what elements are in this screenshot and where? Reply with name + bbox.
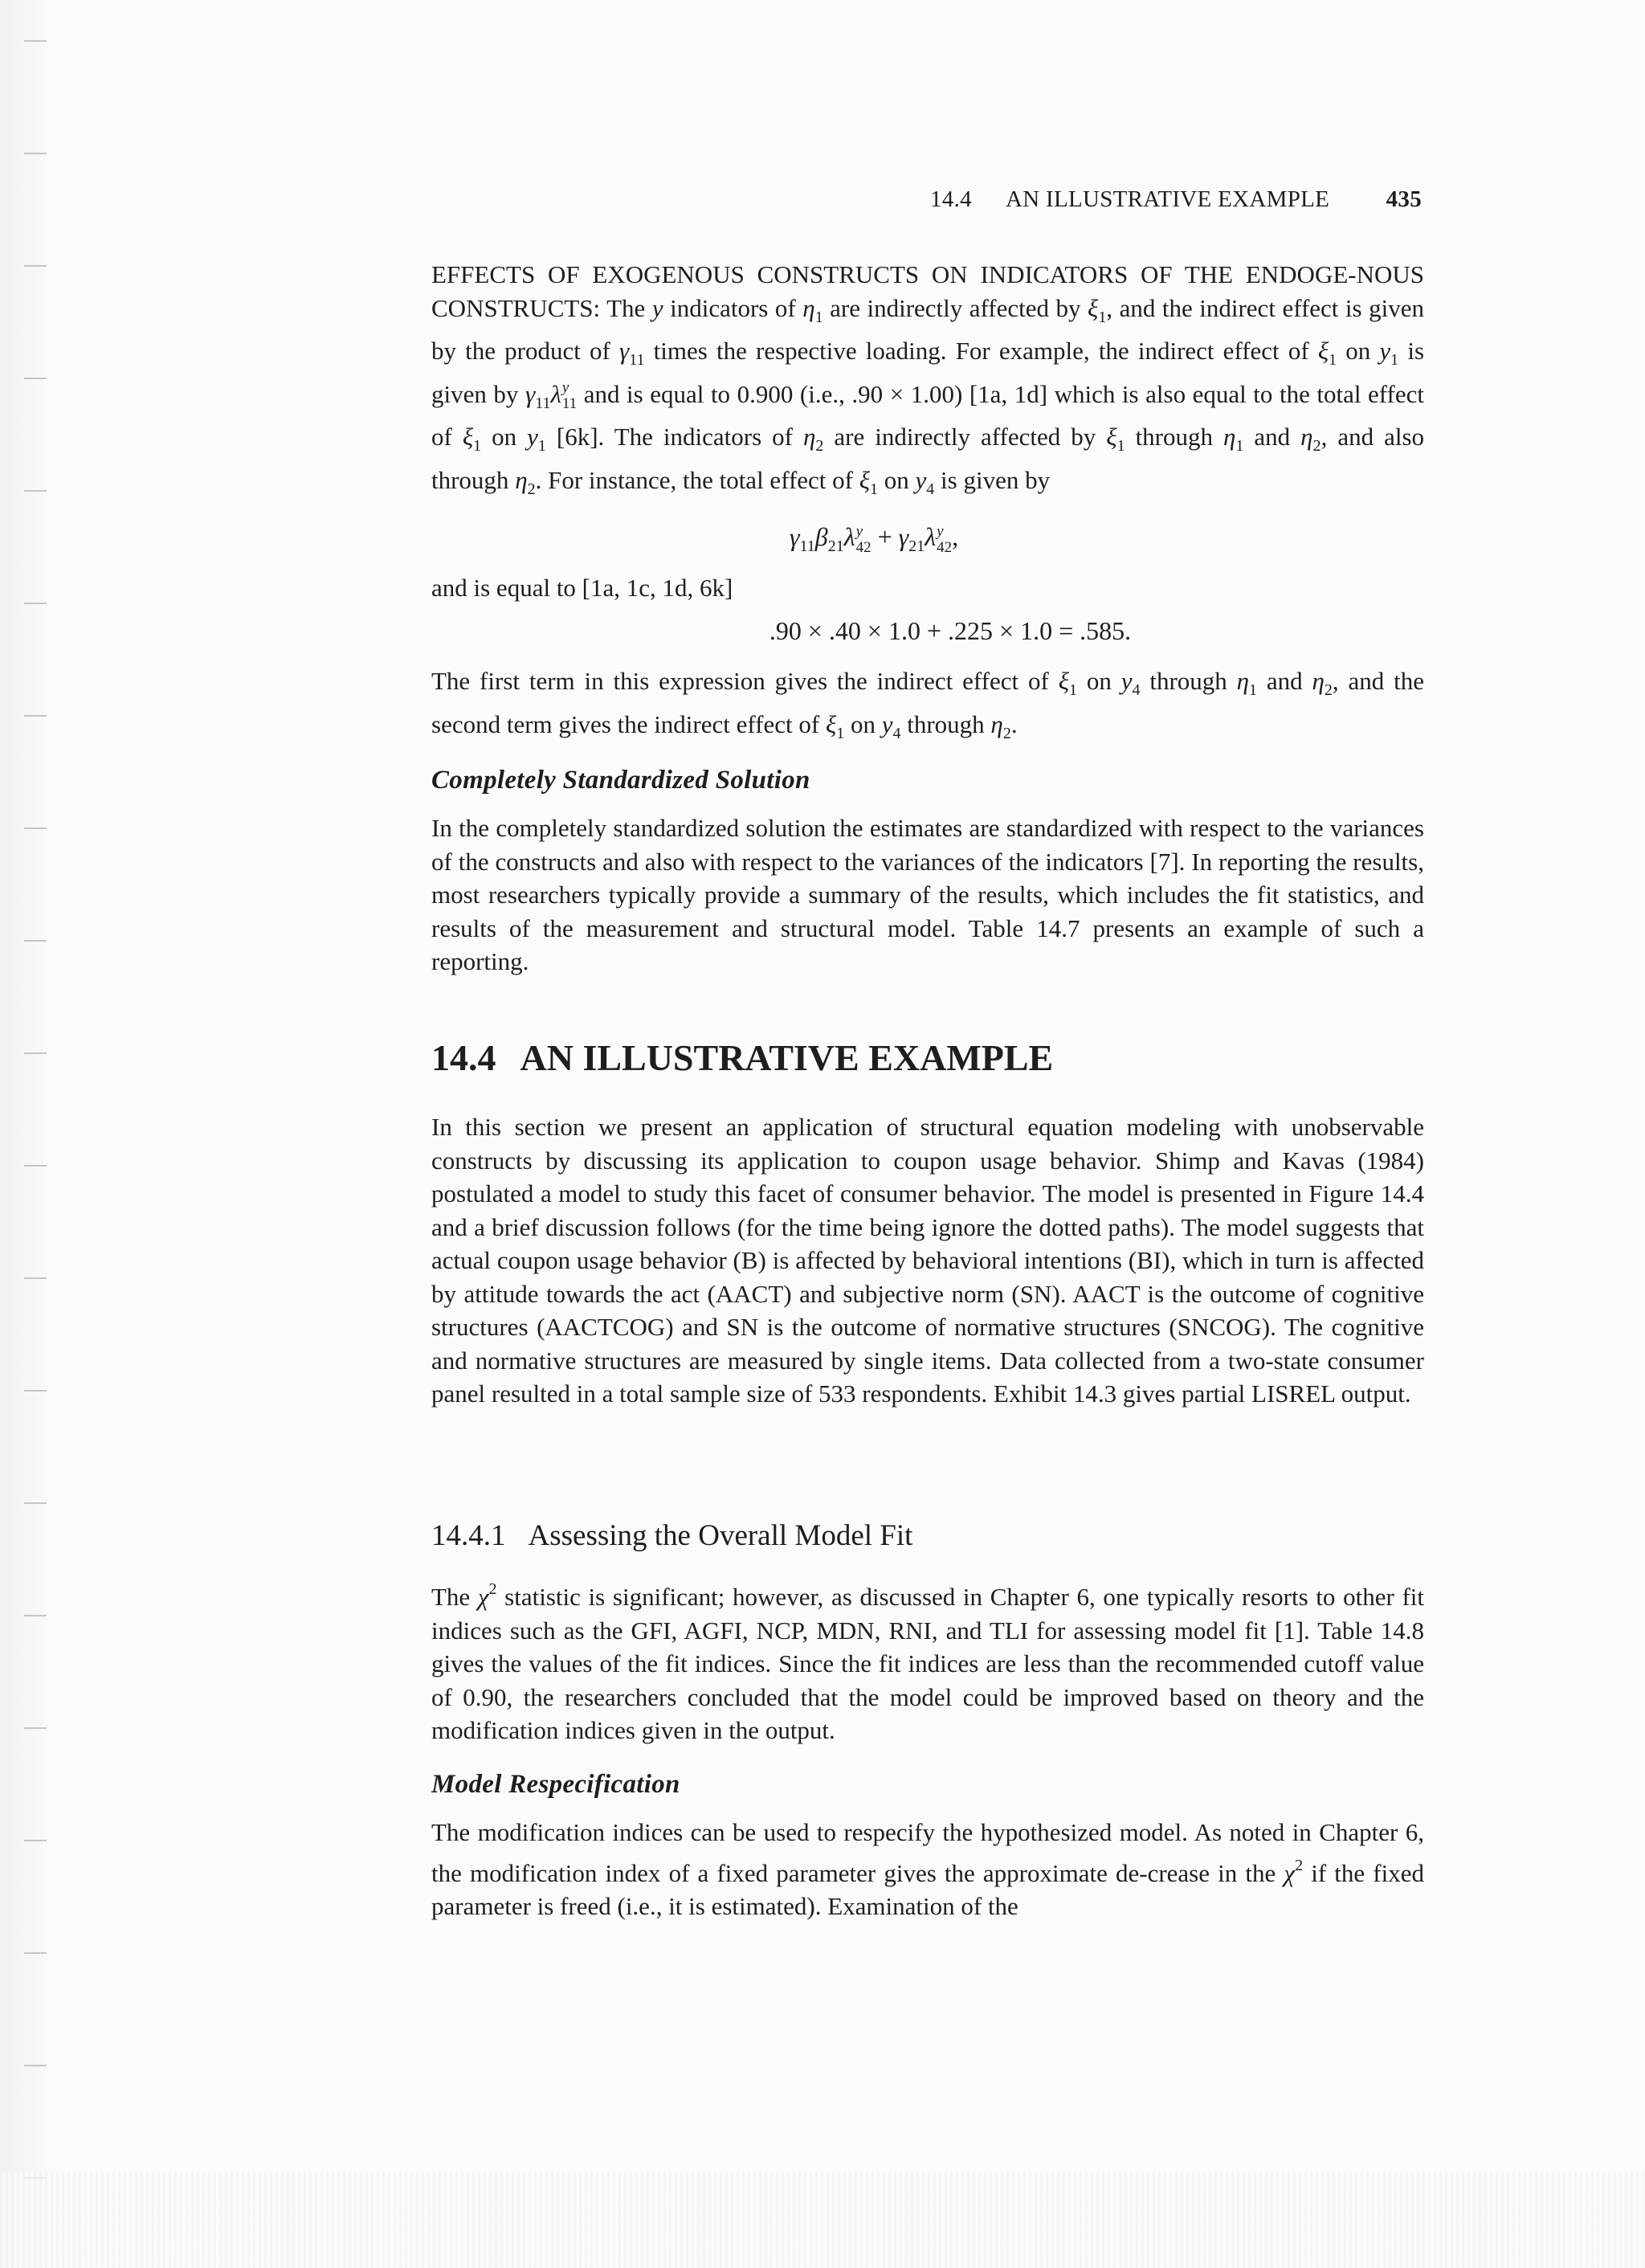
math-subscript: 42 — [937, 538, 953, 556]
math-subscript: 2 — [815, 437, 824, 455]
running-head — [930, 186, 1422, 213]
text-run: through — [1125, 423, 1224, 451]
math-symbol: χ — [1284, 1858, 1296, 1887]
math-symbol: χ — [477, 1583, 489, 1611]
math-symbol: y — [915, 465, 927, 494]
math-subscript: 4 — [892, 724, 901, 742]
completely-standardized-heading: Completely Standardized Solution — [431, 766, 810, 795]
text-run: . — [1010, 709, 1018, 738]
binding-mark — [24, 1277, 47, 1279]
math-symbol: η — [990, 709, 1003, 738]
running-head-section-number: 14.4 — [930, 186, 972, 212]
math-symbol: ξ — [859, 465, 871, 494]
math-subscript: 42 — [855, 538, 871, 556]
math-symbol: y — [527, 423, 538, 451]
math-subscript: 1 — [836, 724, 845, 742]
text-run: is given by — [431, 337, 1425, 408]
binding-mark — [24, 715, 47, 717]
text-run: , and also through — [431, 423, 1425, 494]
math-symbol: β — [814, 522, 828, 551]
math-symbol: η — [802, 293, 815, 322]
math-subscript: 4 — [926, 480, 935, 498]
text-run: on — [1076, 667, 1121, 695]
and-equal-line: and is equal to [1a, 1c, 1d, 6k] — [431, 574, 733, 602]
math-subscript: 2 — [527, 480, 536, 498]
math-subscript: 1 — [537, 437, 546, 455]
effects-paragraph — [431, 258, 1424, 506]
subsection-title: Assessing the Overall Model Fit — [528, 1519, 913, 1552]
equation-numeric: .90 × .40 × 1.0 + .225 × 1.0 = .585. — [769, 616, 1132, 645]
binding-mark — [24, 1052, 47, 1054]
math-symbol: η — [1236, 667, 1250, 695]
text-run: statistic is significant; however, as discussed in Chapter 6, one typically resorts to other fit indices such as the GFI, AGFI, NCP, MDN, RNI, and TLI for assessing model fit [1]. Table 14.8 gives the values of the fit indices. Since the fit indices are less than the recommended cutoff value of 0.90, the researchers concluded that the model could be improved based on theory and the modification indices given in the output. — [431, 1583, 1425, 1744]
text-run: are indirectly affected by — [823, 423, 1107, 451]
binding-mark — [24, 378, 47, 379]
completely-standardized-paragraph: In the completely standardized solution the estimates are standardized with respect to the variances of the constructs and also with respect to the variances of the indicators [7]. In reporting the results, most researchers typically provide a summary of the results, which includes the fit statistics, and results of the measurement and structural model. Table 14.7 presents an example of such a reporting. — [431, 814, 1424, 975]
text-run: , and the indirect effect is given by the product of — [431, 293, 1424, 365]
binding-mark — [24, 1165, 47, 1167]
math-symbol: y — [1379, 337, 1391, 365]
math-symbol: ξ — [1106, 423, 1117, 451]
math-superscript: y — [937, 522, 944, 540]
scan-noise — [0, 2172, 1645, 2268]
math-superscript: y — [855, 522, 863, 540]
binding-mark — [24, 490, 47, 492]
math-symbol: γ — [525, 379, 536, 408]
math-subscript: 1 — [1235, 437, 1244, 455]
equation-total-effect — [378, 522, 1370, 556]
math-subscript: 11 — [561, 395, 578, 413]
binding-mark — [24, 153, 47, 154]
subsection-number: 14.4.1 — [431, 1519, 506, 1552]
text-run: indicators of — [663, 293, 803, 322]
first-term-paragraph — [431, 664, 1424, 750]
text-run: The first term in this expression gives the indirect effect of — [431, 667, 1059, 695]
math-subscript: 1 — [473, 437, 482, 455]
binding-mark — [24, 828, 47, 829]
math-operator: + — [871, 522, 899, 551]
math-symbol: y — [881, 709, 893, 738]
effects-lead-in: EFFECTS OF EXOGENOUS CONSTRUCTS ON INDICATORS OF THE ENDOGE-NOUS CONSTRUCTS: — [431, 260, 1424, 322]
text-run: The modification indices can be used to respecify the hypothesized model. As noted in Chapter 6, the modification index of a fixed parameter gives the approximate de-crease in the — [431, 1818, 1424, 1887]
text-run: on — [1337, 337, 1380, 365]
model-respecification-heading: Model Respecification — [431, 1770, 680, 1799]
text-run: , and the second term gives the indirect effect of — [431, 667, 1425, 738]
section-paragraph: In this section we present an application of structural equation modeling with unobservable constructs by discussing its application to coupon usage behavior. Shimp and Kavas (1984) postulated a model to study this facet of consumer behavior. The model is presented in Figure 14.4 and a brief discussion follows (for the time being ignore the dotted paths). The model suggests that actual coupon usage behavior (B) is affected by behavioral intentions (BI), which in turn is affected by attitude towards the act (AACT) and subjective norm (SN). AACT is the outcome of cognitive structures (AACTCOG) and SN is the outcome of normative structures (SNCOG). The cognitive and normative structures are measured by single items. Data collected from a two-state consumer panel resulted in a total sample size of 533 respondents. Exhibit 14.3 gives partial LISREL output. — [431, 1113, 1424, 1408]
text-run: if the fixed parameter is freed (i.e., it is estimated). Examination of the — [431, 1858, 1424, 1920]
binding-mark — [24, 1502, 47, 1504]
math-subscript: 21 — [908, 537, 925, 555]
binding-edge — [0, 0, 56, 2268]
math-symbol: η — [1312, 667, 1325, 695]
math-subscript: 1 — [814, 308, 823, 326]
math-symbol: ξ — [1058, 667, 1069, 695]
math-symbol: ξ — [462, 423, 474, 451]
math-subscript: 1 — [1116, 437, 1125, 455]
math-supsub — [937, 524, 952, 556]
math-symbol: η — [1223, 423, 1236, 451]
section-number: 14.4 — [431, 1037, 496, 1078]
math-symbol: ξ — [825, 709, 837, 738]
text-run: . For instance, the total effect of — [535, 465, 859, 494]
math-symbol: η — [803, 423, 816, 451]
binding-mark — [24, 1840, 47, 1841]
binding-mark — [24, 2065, 47, 2066]
text-run: The — [431, 1583, 478, 1611]
model-fit-paragraph — [431, 1573, 1424, 1747]
math-subscript: 11 — [629, 351, 645, 369]
binding-mark — [24, 940, 47, 942]
math-symbol: γ — [898, 522, 909, 551]
math-supsub — [562, 380, 577, 412]
text-run: through — [1140, 667, 1237, 695]
math-subscript: 4 — [1132, 681, 1141, 699]
math-symbol: η — [515, 465, 528, 494]
text-run: through — [900, 709, 991, 738]
section-heading — [431, 1036, 1053, 1079]
math-subscript: 2 — [1002, 724, 1011, 742]
math-symbol: λ — [843, 522, 855, 551]
math-superscript: y — [561, 379, 569, 397]
text-run: on — [878, 465, 916, 494]
respecification-paragraph — [431, 1816, 1424, 1923]
math-symbol: y — [1120, 667, 1133, 695]
math-subscript: 2 — [1312, 437, 1321, 455]
math-symbol: ξ — [1088, 293, 1099, 322]
text-run: [6k]. The indicators of — [545, 423, 803, 451]
math-supsub — [856, 524, 871, 556]
math-subscript: 1 — [1068, 681, 1077, 699]
text-run: on — [844, 709, 882, 738]
math-subscript: 11 — [535, 394, 551, 412]
math-subscript: 1 — [1329, 351, 1337, 369]
math-symbol: λ — [550, 379, 561, 408]
section-title: AN ILLUSTRATIVE EXAMPLE — [520, 1037, 1054, 1078]
binding-mark — [24, 265, 47, 267]
math-subscript: 1 — [1098, 308, 1107, 326]
subsection-heading — [431, 1518, 912, 1553]
text-run: on — [481, 423, 528, 451]
page-number: 435 — [1386, 186, 1422, 212]
text-run: times the respective loading. For example, the indirect effect of — [644, 337, 1318, 365]
math-symbol: γ — [789, 522, 800, 551]
math-symbol: γ — [619, 337, 630, 365]
math-subscript: 11 — [799, 537, 815, 555]
text-run: The — [600, 293, 652, 322]
math-superscript: 2 — [488, 1580, 497, 1598]
math-symbol: η — [1300, 423, 1313, 451]
math-subscript: 21 — [827, 537, 844, 555]
running-head-title: AN ILLUSTRATIVE EXAMPLE — [1005, 186, 1330, 212]
binding-mark — [24, 1952, 47, 1954]
text-run: and is equal to 0.900 (i.e., .90 × 1.00) [1a, 1d] which is also equal to the total effect of — [431, 379, 1424, 451]
text-run: is given by — [934, 465, 1051, 494]
math-subscript: 1 — [870, 480, 879, 498]
math-punctuation: , — [952, 522, 959, 551]
text-run: and — [1243, 423, 1301, 451]
binding-mark — [24, 1727, 47, 1729]
text-run: are indirectly affected by — [822, 293, 1088, 322]
math-symbol: y — [651, 293, 663, 322]
math-subscript: 1 — [1249, 681, 1258, 699]
binding-mark — [24, 1615, 47, 1616]
binding-mark — [24, 40, 47, 42]
binding-mark — [24, 603, 47, 604]
math-symbol: ξ — [1317, 337, 1329, 365]
math-subscript: 2 — [1324, 681, 1333, 699]
math-subscript: 1 — [1390, 351, 1399, 369]
math-superscript: 2 — [1295, 1856, 1304, 1874]
binding-mark — [24, 1390, 47, 1391]
text-run: and — [1257, 667, 1312, 695]
math-symbol: λ — [925, 522, 937, 551]
